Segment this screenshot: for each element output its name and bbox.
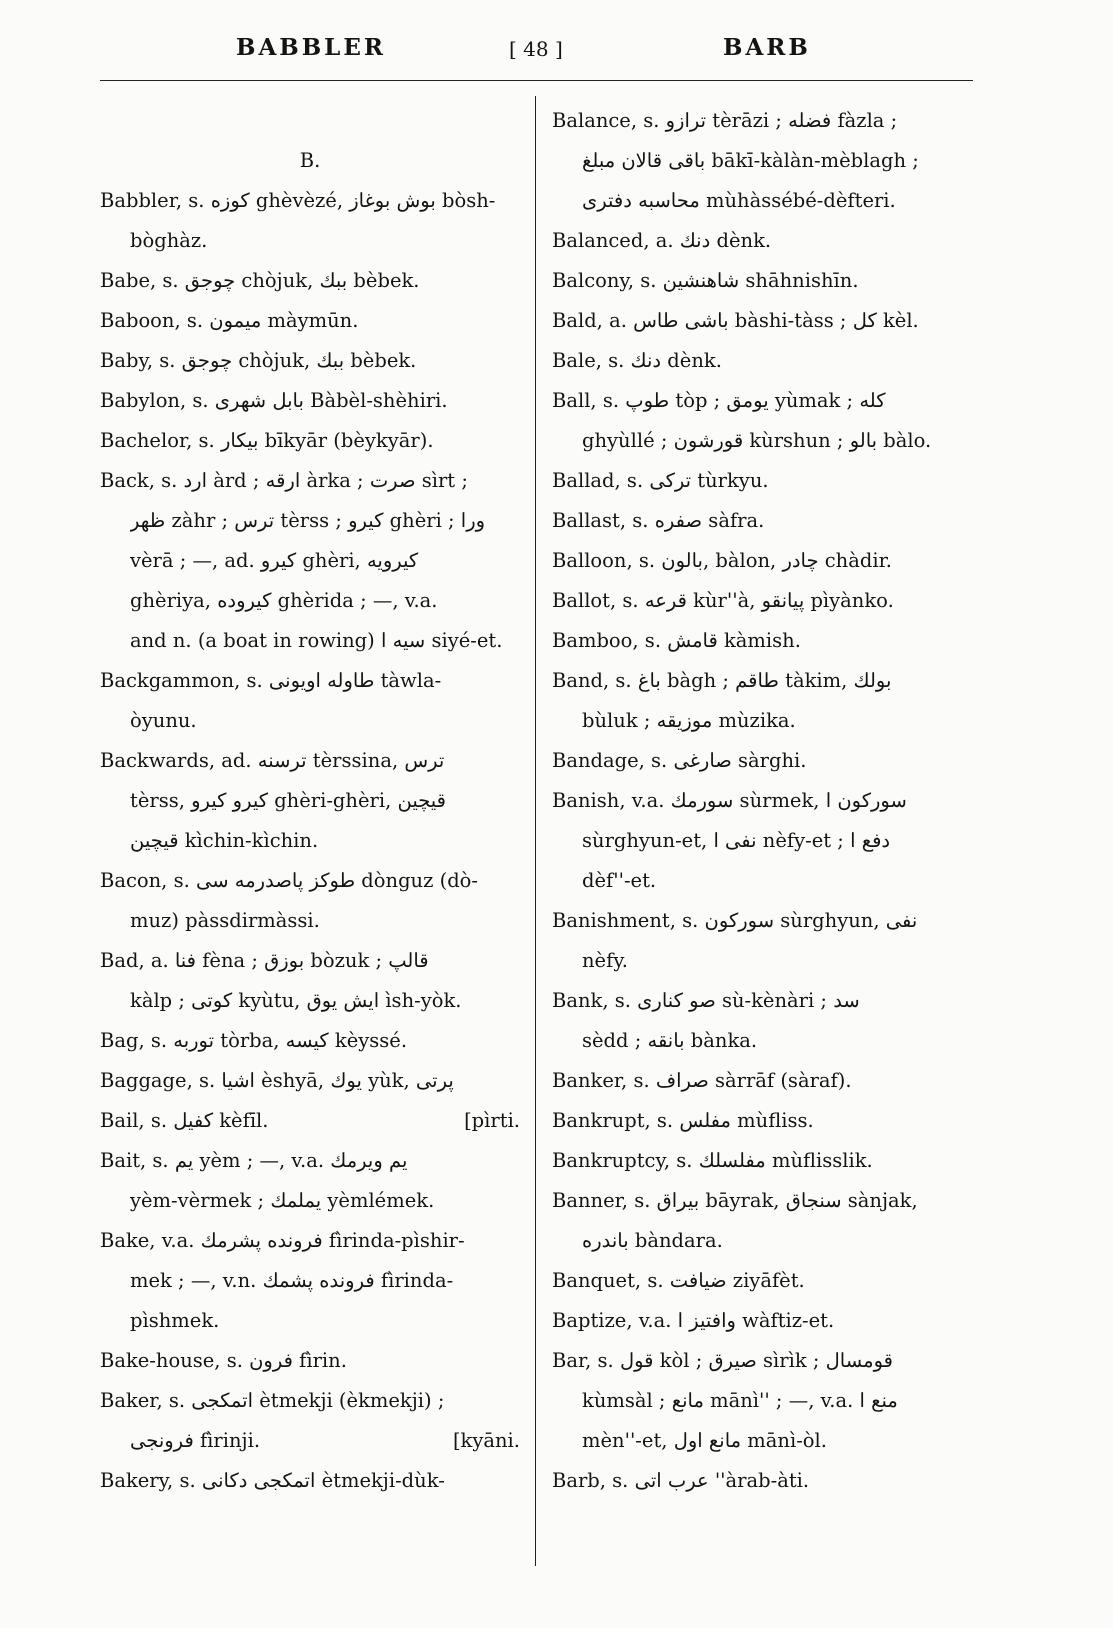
dictionary-line	[100, 1261, 520, 1301]
dictionary-line	[552, 1421, 970, 1461]
dictionary-line	[552, 1461, 970, 1501]
dictionary-line	[100, 501, 520, 541]
entry-text: Bankrupt, s. مفلس mùfliss.	[552, 1109, 814, 1132]
entry-text: sèdd ; بانقه bànka.	[582, 1029, 758, 1052]
entry-text: ghyùllé ; قورشون kùrshun ; بالو bàlo.	[582, 429, 932, 452]
dictionary-line	[100, 221, 520, 261]
dictionary-line	[100, 1421, 520, 1461]
entry-text: ghèriya, كيروده ghèrida ; —, v.a.	[130, 589, 438, 612]
dictionary-line	[100, 581, 520, 621]
dictionary-line	[552, 221, 970, 261]
entry-text: Bachelor, s. بيكار bīkyār (bèykyār).	[100, 429, 434, 452]
entry-text: Bandage, s. صارغى sàrghi.	[552, 749, 807, 772]
dictionary-line	[552, 1341, 970, 1381]
entry-text: Balcony, s. شاهنشين shāhnishīn.	[552, 269, 859, 292]
dictionary-line	[552, 501, 970, 541]
entry-text: pìshmek.	[130, 1309, 220, 1332]
dictionary-line	[552, 621, 970, 661]
dictionary-line	[100, 541, 520, 581]
dictionary-line	[100, 1141, 520, 1181]
entry-text: Babylon, s. بابل شهرى Bàbèl-shèhiri.	[100, 389, 448, 412]
dictionary-line	[100, 261, 520, 301]
entry-text: dèf''-et.	[582, 869, 657, 892]
dictionary-line	[100, 181, 520, 221]
dictionary-line	[552, 581, 970, 621]
entry-text: Banner, s. بيراق bāyrak, سنجاق sànjak,	[552, 1189, 918, 1212]
entry-text: mèn''-et, مانع اول mānì-òl.	[582, 1429, 827, 1452]
dictionary-line	[100, 861, 520, 901]
dictionary-line	[552, 741, 970, 781]
column-divider	[535, 96, 536, 1566]
dictionary-line	[552, 661, 970, 701]
entry-text: Balanced, a. دنك dènk.	[552, 229, 772, 252]
entry-text: Bankruptcy, s. مفلسلك mùflisslik.	[552, 1149, 873, 1172]
dictionary-line	[100, 1381, 520, 1421]
entry-text: Banish, v.a. سورمك sùrmek, سوركون ا	[552, 789, 907, 812]
entry-text: Balloon, s. بالون, bàlon, چادر chàdir.	[552, 549, 892, 572]
entry-text: باقى قالان مبلغ bākī-kàlàn-mèblagh ;	[582, 149, 919, 172]
dictionary-line	[100, 341, 520, 381]
entry-text: Bald, a. باشى طاس bàshi-tàss ; كل kèl.	[552, 309, 919, 332]
entry-text: Band, s. باغ bàgh ; طاقم tàkim, بولك	[552, 669, 892, 692]
running-head-left: BABBLER	[236, 34, 386, 61]
dictionary-line	[100, 661, 520, 701]
right-column	[552, 101, 970, 1501]
entry-text: Backwards, ad. ترسنه tèrssina, ترس	[100, 749, 445, 772]
dictionary-line	[100, 1301, 520, 1341]
entry-text: Banishment, s. سوركون sùrghyun, نفى	[552, 909, 918, 932]
dictionary-line	[552, 901, 970, 941]
entry-text: Baggage, s. اشيا èshyā, يوك yùk, پرتى	[100, 1069, 454, 1092]
entry-text: Bacon, s. طوكز پاصدرمه سى dònguz (dò-	[100, 869, 479, 892]
entry-text: Banquet, s. ضيافت ziyāfèt.	[552, 1269, 805, 1292]
dictionary-line	[100, 981, 520, 1021]
entry-text: Backgammon, s. طاوله اويونى tàwla-	[100, 669, 442, 692]
dictionary-line	[552, 941, 970, 981]
dictionary-line	[100, 901, 520, 941]
entry-text: Bamboo, s. قامش kàmish.	[552, 629, 801, 652]
entry-text: yèm-vèrmek ; يملمك yèmlémek.	[130, 1189, 435, 1212]
dictionary-line	[552, 301, 970, 341]
dictionary-line	[100, 821, 520, 861]
entry-text: Ballast, s. صفره sàfra.	[552, 509, 765, 532]
entry-text: Bank, s. صو كنارى sù-kènàri ; سد	[552, 989, 860, 1012]
entry-text: tèrss, كيرو كيرو ghèri-ghèri, قيچين	[130, 789, 446, 812]
entry-text: ظهر zàhr ; ترس tèrss ; كيرو ghèri ; ورا	[130, 509, 486, 532]
entry-text: vèrā ; —, ad. كيرو ghèri, كيرويه	[130, 549, 419, 572]
entry-text: Bait, s. يم yèm ; —, v.a. يم ويرمك	[100, 1149, 408, 1172]
entry-text: Bad, a. فنا fèna ; بوزق bòzuk ; قالپ	[100, 949, 429, 972]
entry-text: Baker, s. اتمكجى ètmekji (èkmekji) ;	[100, 1389, 445, 1412]
dictionary-line	[100, 1221, 520, 1261]
dictionary-line	[552, 341, 970, 381]
entry-text: Ballad, s. تركى tùrkyu.	[552, 469, 769, 492]
dictionary-line	[552, 421, 970, 461]
entry-text: Barb, s. عرب اتى ''àrab-àti.	[552, 1469, 810, 1492]
entry-text: B.	[299, 149, 321, 172]
entry-text: òyunu.	[130, 709, 197, 732]
page-number: [ 48 ]	[509, 37, 563, 61]
entry-text: muz) pàssdirmàssi.	[130, 909, 320, 932]
entry-text: Banker, s. صراف sàrrāf (sàraf).	[552, 1069, 852, 1092]
entry-text: bòghàz.	[130, 229, 208, 252]
entry-text: kùmsàl ; مانع mānì'' ; —, v.a. منع ا	[582, 1389, 898, 1412]
dictionary-line	[100, 1021, 520, 1061]
dictionary-line	[552, 781, 970, 821]
dictionary-line	[552, 1061, 970, 1101]
dictionary-line	[552, 1141, 970, 1181]
dictionary-line	[100, 1061, 520, 1101]
dictionary-line	[552, 981, 970, 1021]
dictionary-line	[100, 381, 520, 421]
entry-text: Back, s. ارد àrd ; ارقه àrka ; صرت sìrt ;	[100, 469, 468, 492]
dictionary-line	[552, 1221, 970, 1261]
dictionary-line	[100, 421, 520, 461]
dictionary-line	[552, 381, 970, 421]
dictionary-line	[100, 701, 520, 741]
dictionary-line	[100, 1181, 520, 1221]
entry-text: Ballot, s. قرعه kùr''à, پيانقو pìyànko.	[552, 589, 894, 612]
dictionary-line	[552, 1021, 970, 1061]
dictionary-line	[552, 261, 970, 301]
dictionary-line	[100, 1341, 520, 1381]
entry-text: Bag, s. توربه tòrba, كيسه kèyssé.	[100, 1029, 408, 1052]
entry-text: and n. (a boat in rowing) سيه ا siyé-et.	[130, 629, 503, 652]
entry-text: Bakery, s. اتمكجى دكانى ètmekji-dùk-	[100, 1469, 445, 1492]
entry-text: Bake-house, s. فرون fìrin.	[100, 1349, 347, 1372]
header-rule	[100, 80, 973, 81]
dictionary-line	[552, 141, 970, 181]
entry-text: فرونجى fìrinji.	[130, 1429, 261, 1452]
entry-text: Bake, v.a. فرونده پشرمك fìrinda-pìshir-	[100, 1229, 465, 1252]
entry-text: sùrghyun-et, نفى ا nèfy-et ; دفع ا	[582, 829, 891, 852]
dictionary-line	[100, 741, 520, 781]
entry-text: محاسبه دفترى mùhàssébé-dèfteri.	[582, 189, 896, 212]
entry-text: قيچين kìchin-kìchin.	[130, 829, 319, 852]
entry-text: Bar, s. قول kòl ; صيرق sìrìk ; قومسال	[552, 1349, 893, 1372]
dictionary-line	[100, 461, 520, 501]
dictionary-line	[552, 1301, 970, 1341]
entry-text: mek ; —, v.n. فرونده پشمك fìrinda-	[130, 1269, 454, 1292]
dictionary-line	[100, 621, 520, 661]
dictionary-line	[552, 1181, 970, 1221]
dictionary-line	[552, 181, 970, 221]
entry-text: Baby, s. چوجق chòjuk, ببك bèbek.	[100, 349, 417, 372]
dictionary-line	[552, 701, 970, 741]
dictionary-line	[552, 1381, 970, 1421]
dictionary-line	[552, 861, 970, 901]
dictionary-line	[100, 1101, 520, 1141]
dictionary-line	[552, 1261, 970, 1301]
entry-text: Ball, s. طوپ tòp ; يومق yùmak ; كله	[552, 389, 886, 412]
dictionary-line	[100, 941, 520, 981]
dictionary-line	[552, 821, 970, 861]
entry-text: Babe, s. چوجق chòjuk, ببك bèbek.	[100, 269, 420, 292]
left-column	[100, 141, 520, 1501]
dictionary-line	[552, 1101, 970, 1141]
dictionary-line	[100, 301, 520, 341]
entry-text: kàlp ; كوتى kyùtu, ايش يوق ìsh-yòk.	[130, 989, 462, 1012]
dictionary-line	[100, 1461, 520, 1501]
entry-text: Baboon, s. ميمون màymūn.	[100, 309, 359, 332]
running-head-right: BARB	[723, 34, 811, 61]
entry-text: Bail, s. كفيل kèfīl.	[100, 1109, 269, 1132]
entry-text: bùluk ; موزيقه mùzika.	[582, 709, 796, 732]
entry-text: Babbler, s. كوزه ghèvèzé, بوش بوغاز bòsh-	[100, 189, 496, 212]
entry-text: nèfy.	[582, 949, 628, 972]
entry-text: باندره bàndara.	[582, 1229, 723, 1252]
carryover-text: [pìrti.	[464, 1109, 520, 1132]
dictionary-line	[100, 141, 520, 181]
dictionary-line	[552, 461, 970, 501]
dictionary-line	[552, 101, 970, 141]
entry-text: Baptize, v.a. وافتيز ا wàftiz-et.	[552, 1309, 835, 1332]
dictionary-line	[100, 781, 520, 821]
carryover-text: [kyāni.	[452, 1429, 520, 1452]
entry-text: Bale, s. دنك dènk.	[552, 349, 722, 372]
dictionary-line	[552, 541, 970, 581]
entry-text: Balance, s. ترازو tèrāzi ; فضله fàzla ;	[552, 109, 898, 132]
